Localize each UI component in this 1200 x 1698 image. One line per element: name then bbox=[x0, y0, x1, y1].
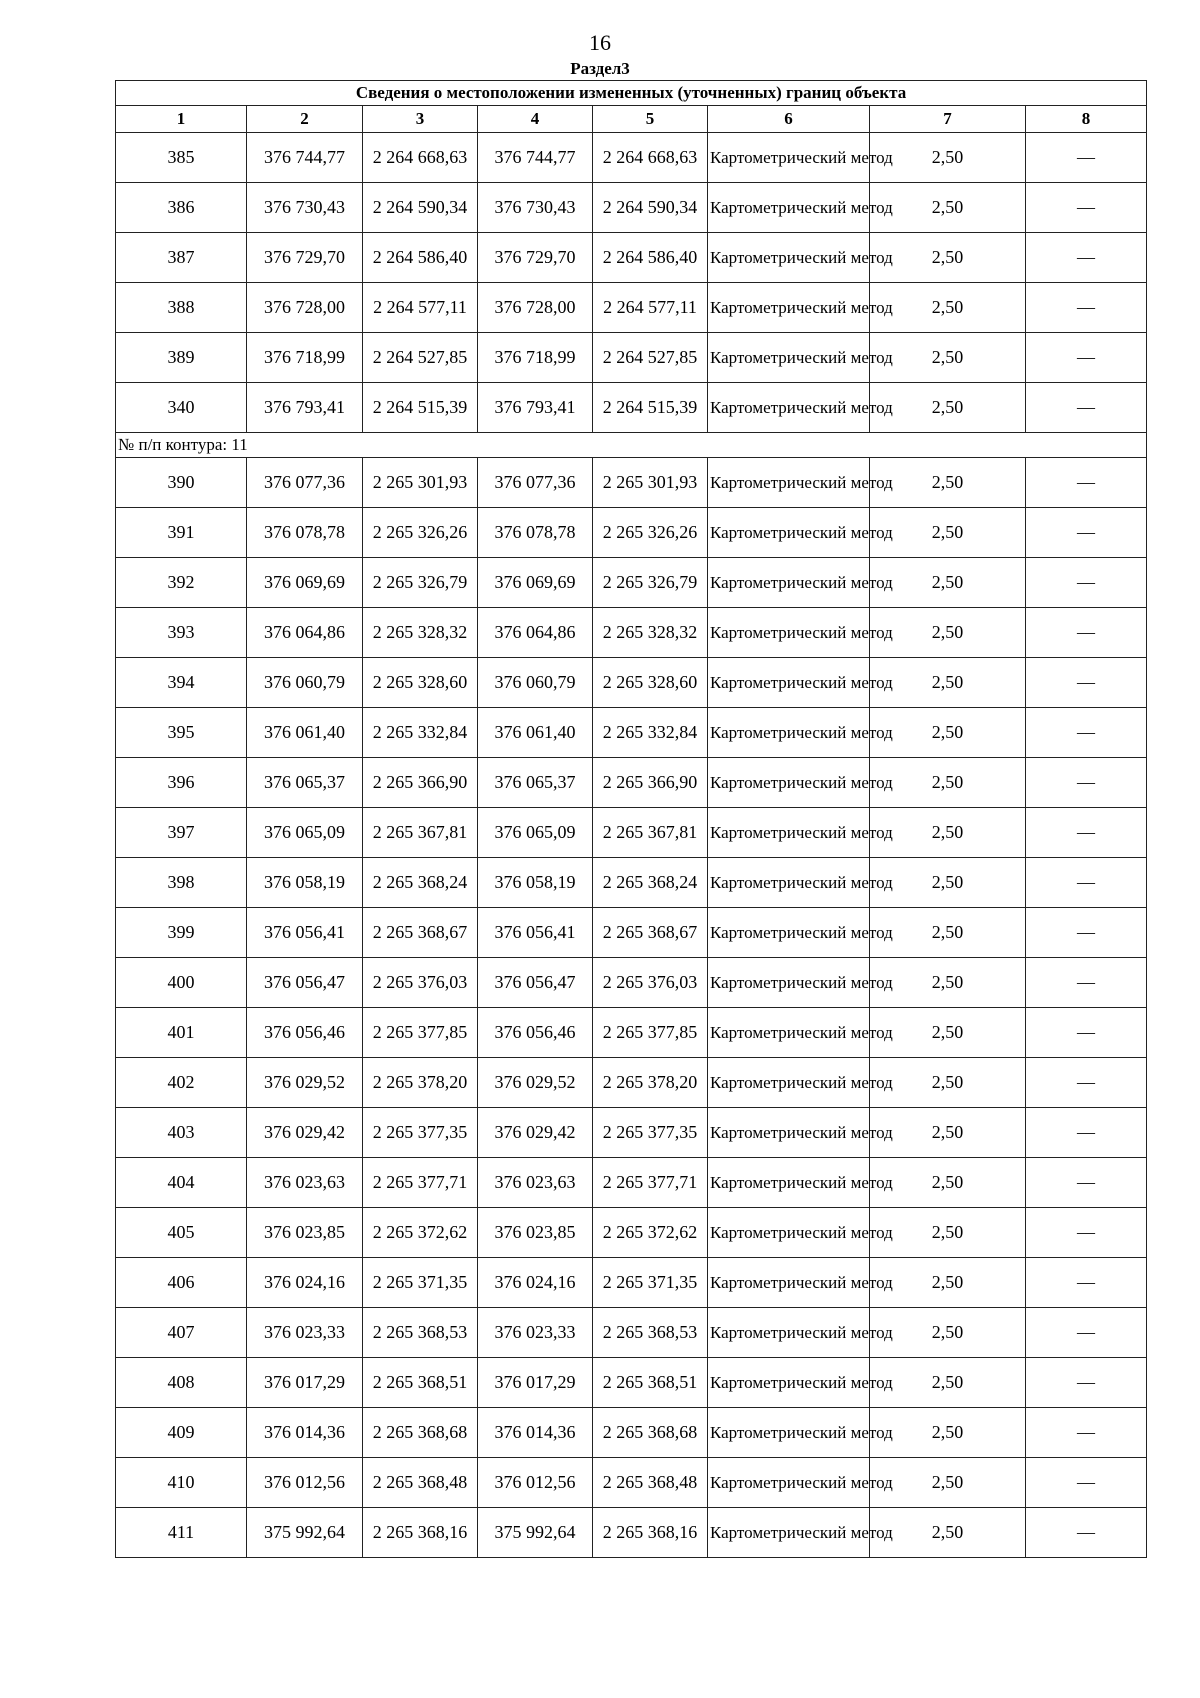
x-new-cell: 376 023,33 bbox=[478, 1308, 593, 1358]
contour-group bbox=[116, 433, 1147, 458]
page-number: 16 bbox=[589, 30, 611, 55]
y-existing-cell: 2 264 590,34 bbox=[363, 183, 478, 233]
column-header: 1 bbox=[116, 106, 247, 133]
description-cell: — bbox=[1026, 1208, 1147, 1258]
y-new-cell: 2 265 368,53 bbox=[593, 1308, 708, 1358]
accuracy-cell: 2,50 bbox=[870, 283, 1026, 333]
accuracy-cell: 2,50 bbox=[870, 608, 1026, 658]
y-existing-cell: 2 265 368,67 bbox=[363, 908, 478, 958]
y-new-cell: 2 265 328,60 bbox=[593, 658, 708, 708]
table-row bbox=[116, 1208, 1147, 1258]
method-cell: Картометрический метод bbox=[708, 1408, 870, 1458]
point-number-cell: 402 bbox=[116, 1058, 247, 1108]
point-number-cell: 390 bbox=[116, 458, 247, 508]
y-existing-cell: 2 265 326,26 bbox=[363, 508, 478, 558]
accuracy-cell: 2,50 bbox=[870, 1258, 1026, 1308]
method-cell: Картометрический метод bbox=[708, 508, 870, 558]
point-number-cell: 411 bbox=[116, 1508, 247, 1558]
y-new-cell: 2 265 368,68 bbox=[593, 1408, 708, 1458]
x-existing-cell: 376 078,78 bbox=[247, 508, 363, 558]
y-new-cell: 2 264 515,39 bbox=[593, 383, 708, 433]
y-existing-cell: 2 265 326,79 bbox=[363, 558, 478, 608]
y-new-cell: 2 265 328,32 bbox=[593, 608, 708, 658]
description-cell: — bbox=[1026, 558, 1147, 608]
x-new-cell: 376 056,47 bbox=[478, 958, 593, 1008]
point-number-cell: 394 bbox=[116, 658, 247, 708]
description-cell: — bbox=[1026, 1058, 1147, 1108]
x-existing-cell: 376 029,52 bbox=[247, 1058, 363, 1108]
x-new-cell: 376 017,29 bbox=[478, 1358, 593, 1408]
column-header: 2 bbox=[247, 106, 363, 133]
accuracy-cell: 2,50 bbox=[870, 333, 1026, 383]
y-existing-cell: 2 264 586,40 bbox=[363, 233, 478, 283]
method-cell: Картометрический метод bbox=[708, 558, 870, 608]
y-existing-cell: 2 265 332,84 bbox=[363, 708, 478, 758]
method-cell: Картометрический метод bbox=[708, 958, 870, 1008]
point-number-cell: 409 bbox=[116, 1408, 247, 1458]
x-existing-cell: 376 023,33 bbox=[247, 1308, 363, 1358]
x-existing-cell: 376 029,42 bbox=[247, 1108, 363, 1158]
method-cell: Картометрический метод bbox=[708, 1308, 870, 1358]
column-header: 8 bbox=[1026, 106, 1147, 133]
description-cell: — bbox=[1026, 1458, 1147, 1508]
method-cell: Картометрический метод bbox=[708, 183, 870, 233]
y-existing-cell: 2 265 377,71 bbox=[363, 1158, 478, 1208]
description-cell: — bbox=[1026, 758, 1147, 808]
description-cell: — bbox=[1026, 183, 1147, 233]
table-caption: Сведения о местоположении измененных (уточненных) границ объекта bbox=[116, 81, 1147, 106]
method-cell: Картометрический метод bbox=[708, 133, 870, 183]
x-existing-cell: 376 056,41 bbox=[247, 908, 363, 958]
x-existing-cell: 376 069,69 bbox=[247, 558, 363, 608]
x-new-cell: 376 012,56 bbox=[478, 1458, 593, 1508]
description-cell: — bbox=[1026, 1308, 1147, 1358]
x-existing-cell: 376 729,70 bbox=[247, 233, 363, 283]
description-cell: — bbox=[1026, 608, 1147, 658]
y-existing-cell: 2 265 368,53 bbox=[363, 1308, 478, 1358]
x-existing-cell: 376 718,99 bbox=[247, 333, 363, 383]
point-number-cell: 386 bbox=[116, 183, 247, 233]
accuracy-cell: 2,50 bbox=[870, 558, 1026, 608]
x-existing-cell: 376 744,77 bbox=[247, 133, 363, 183]
accuracy-cell: 2,50 bbox=[870, 1308, 1026, 1358]
method-cell: Картометрический метод bbox=[708, 1258, 870, 1308]
y-new-cell: 2 265 368,67 bbox=[593, 908, 708, 958]
point-number-cell: 410 bbox=[116, 1458, 247, 1508]
table-row bbox=[116, 233, 1147, 283]
x-existing-cell: 376 061,40 bbox=[247, 708, 363, 758]
x-new-cell: 376 064,86 bbox=[478, 608, 593, 658]
contour-row bbox=[116, 433, 1147, 458]
x-new-cell: 376 065,37 bbox=[478, 758, 593, 808]
y-existing-cell: 2 265 368,68 bbox=[363, 1408, 478, 1458]
y-new-cell: 2 265 332,84 bbox=[593, 708, 708, 758]
accuracy-cell: 2,50 bbox=[870, 183, 1026, 233]
method-cell: Картометрический метод bbox=[708, 608, 870, 658]
y-new-cell: 2 265 326,26 bbox=[593, 508, 708, 558]
x-new-cell: 376 793,41 bbox=[478, 383, 593, 433]
x-existing-cell: 376 730,43 bbox=[247, 183, 363, 233]
description-cell: — bbox=[1026, 1258, 1147, 1308]
table-row bbox=[116, 708, 1147, 758]
table-row bbox=[116, 608, 1147, 658]
y-new-cell: 2 265 368,51 bbox=[593, 1358, 708, 1408]
x-new-cell: 376 744,77 bbox=[478, 133, 593, 183]
y-new-cell: 2 265 326,79 bbox=[593, 558, 708, 608]
description-cell: — bbox=[1026, 508, 1147, 558]
method-cell: Картометрический метод bbox=[708, 1508, 870, 1558]
method-cell: Картометрический метод bbox=[708, 1158, 870, 1208]
x-new-cell: 376 029,42 bbox=[478, 1108, 593, 1158]
x-existing-cell: 376 023,85 bbox=[247, 1208, 363, 1258]
x-new-cell: 376 077,36 bbox=[478, 458, 593, 508]
y-existing-cell: 2 264 527,85 bbox=[363, 333, 478, 383]
table-row bbox=[116, 1258, 1147, 1308]
table-row bbox=[116, 133, 1147, 183]
x-new-cell: 376 024,16 bbox=[478, 1258, 593, 1308]
method-cell: Картометрический метод bbox=[708, 758, 870, 808]
point-number-cell: 398 bbox=[116, 858, 247, 908]
accuracy-cell: 2,50 bbox=[870, 233, 1026, 283]
x-existing-cell: 376 023,63 bbox=[247, 1158, 363, 1208]
table-row bbox=[116, 1058, 1147, 1108]
x-new-cell: 376 029,52 bbox=[478, 1058, 593, 1108]
description-cell: — bbox=[1026, 333, 1147, 383]
table-row bbox=[116, 1108, 1147, 1158]
point-number-cell: 392 bbox=[116, 558, 247, 608]
y-existing-cell: 2 265 366,90 bbox=[363, 758, 478, 808]
x-new-cell: 376 728,00 bbox=[478, 283, 593, 333]
table-row bbox=[116, 283, 1147, 333]
y-existing-cell: 2 265 372,62 bbox=[363, 1208, 478, 1258]
point-number-cell: 393 bbox=[116, 608, 247, 658]
y-new-cell: 2 265 377,85 bbox=[593, 1008, 708, 1058]
x-new-cell: 376 718,99 bbox=[478, 333, 593, 383]
y-new-cell: 2 265 377,35 bbox=[593, 1108, 708, 1158]
y-existing-cell: 2 265 371,35 bbox=[363, 1258, 478, 1308]
table-row bbox=[116, 758, 1147, 808]
table-row bbox=[116, 508, 1147, 558]
accuracy-cell: 2,50 bbox=[870, 133, 1026, 183]
accuracy-cell: 2,50 bbox=[870, 1008, 1026, 1058]
point-number-cell: 395 bbox=[116, 708, 247, 758]
point-number-cell: 399 bbox=[116, 908, 247, 958]
point-number-cell: 387 bbox=[116, 233, 247, 283]
description-cell: — bbox=[1026, 233, 1147, 283]
table-row bbox=[116, 658, 1147, 708]
accuracy-cell: 2,50 bbox=[870, 958, 1026, 1008]
description-cell: — bbox=[1026, 383, 1147, 433]
description-cell: — bbox=[1026, 708, 1147, 758]
point-number-cell: 403 bbox=[116, 1108, 247, 1158]
y-new-cell: 2 265 368,24 bbox=[593, 858, 708, 908]
point-number-cell: 401 bbox=[116, 1008, 247, 1058]
method-cell: Картометрический метод bbox=[708, 333, 870, 383]
point-number-cell: 385 bbox=[116, 133, 247, 183]
table-row bbox=[116, 808, 1147, 858]
point-number-cell: 391 bbox=[116, 508, 247, 558]
description-cell: — bbox=[1026, 958, 1147, 1008]
x-existing-cell: 376 056,47 bbox=[247, 958, 363, 1008]
y-existing-cell: 2 265 368,16 bbox=[363, 1508, 478, 1558]
x-existing-cell: 376 024,16 bbox=[247, 1258, 363, 1308]
table-row bbox=[116, 1458, 1147, 1508]
x-new-cell: 376 060,79 bbox=[478, 658, 593, 708]
table-row bbox=[116, 1308, 1147, 1358]
x-new-cell: 376 730,43 bbox=[478, 183, 593, 233]
x-existing-cell: 376 065,09 bbox=[247, 808, 363, 858]
description-cell: — bbox=[1026, 1358, 1147, 1408]
x-existing-cell: 376 014,36 bbox=[247, 1408, 363, 1458]
description-cell: — bbox=[1026, 658, 1147, 708]
y-new-cell: 2 264 668,63 bbox=[593, 133, 708, 183]
y-existing-cell: 2 265 376,03 bbox=[363, 958, 478, 1008]
accuracy-cell: 2,50 bbox=[870, 1158, 1026, 1208]
y-existing-cell: 2 265 301,93 bbox=[363, 458, 478, 508]
description-cell: — bbox=[1026, 133, 1147, 183]
point-number-cell: 397 bbox=[116, 808, 247, 858]
x-existing-cell: 376 060,79 bbox=[247, 658, 363, 708]
y-existing-cell: 2 265 368,24 bbox=[363, 858, 478, 908]
table-row bbox=[116, 1358, 1147, 1408]
x-new-cell: 376 078,78 bbox=[478, 508, 593, 558]
accuracy-cell: 2,50 bbox=[870, 758, 1026, 808]
y-new-cell: 2 265 368,16 bbox=[593, 1508, 708, 1558]
column-header: 3 bbox=[363, 106, 478, 133]
method-cell: Картометрический метод bbox=[708, 658, 870, 708]
y-new-cell: 2 265 368,48 bbox=[593, 1458, 708, 1508]
method-cell: Картометрический метод bbox=[708, 808, 870, 858]
contour-label: № п/п контура: 11 bbox=[116, 433, 1147, 458]
y-new-cell: 2 264 527,85 bbox=[593, 333, 708, 383]
accuracy-cell: 2,50 bbox=[870, 1508, 1026, 1558]
point-number-cell: 396 bbox=[116, 758, 247, 808]
column-header: 7 bbox=[870, 106, 1026, 133]
y-new-cell: 2 264 590,34 bbox=[593, 183, 708, 233]
table-row bbox=[116, 383, 1147, 433]
y-new-cell: 2 265 301,93 bbox=[593, 458, 708, 508]
x-new-cell: 376 729,70 bbox=[478, 233, 593, 283]
accuracy-cell: 2,50 bbox=[870, 908, 1026, 958]
table-row bbox=[116, 458, 1147, 508]
table-row bbox=[116, 1408, 1147, 1458]
point-number-cell: 408 bbox=[116, 1358, 247, 1408]
table-row bbox=[116, 1508, 1147, 1558]
y-new-cell: 2 265 377,71 bbox=[593, 1158, 708, 1208]
x-existing-cell: 376 017,29 bbox=[247, 1358, 363, 1408]
x-new-cell: 376 023,63 bbox=[478, 1158, 593, 1208]
point-number-cell: 404 bbox=[116, 1158, 247, 1208]
method-cell: Картометрический метод bbox=[708, 908, 870, 958]
column-header-row bbox=[116, 106, 1147, 133]
y-existing-cell: 2 265 328,32 bbox=[363, 608, 478, 658]
accuracy-cell: 2,50 bbox=[870, 858, 1026, 908]
x-existing-cell: 376 058,19 bbox=[247, 858, 363, 908]
x-existing-cell: 376 077,36 bbox=[247, 458, 363, 508]
x-existing-cell: 376 056,46 bbox=[247, 1008, 363, 1058]
x-existing-cell: 376 793,41 bbox=[247, 383, 363, 433]
method-cell: Картометрический метод bbox=[708, 1208, 870, 1258]
method-cell: Картометрический метод bbox=[708, 383, 870, 433]
table-row bbox=[116, 958, 1147, 1008]
x-new-cell: 375 992,64 bbox=[478, 1508, 593, 1558]
accuracy-cell: 2,50 bbox=[870, 1108, 1026, 1158]
accuracy-cell: 2,50 bbox=[870, 508, 1026, 558]
point-number-cell: 405 bbox=[116, 1208, 247, 1258]
x-new-cell: 376 061,40 bbox=[478, 708, 593, 758]
y-existing-cell: 2 264 515,39 bbox=[363, 383, 478, 433]
description-cell: — bbox=[1026, 1508, 1147, 1558]
x-new-cell: 376 065,09 bbox=[478, 808, 593, 858]
rows-group-b bbox=[116, 458, 1147, 1558]
table-row bbox=[116, 1008, 1147, 1058]
point-number-cell: 406 bbox=[116, 1258, 247, 1308]
description-cell: — bbox=[1026, 808, 1147, 858]
point-number-cell: 407 bbox=[116, 1308, 247, 1358]
y-new-cell: 2 265 371,35 bbox=[593, 1258, 708, 1308]
y-existing-cell: 2 265 328,60 bbox=[363, 658, 478, 708]
method-cell: Картометрический метод bbox=[708, 283, 870, 333]
y-existing-cell: 2 265 368,51 bbox=[363, 1358, 478, 1408]
point-number-cell: 388 bbox=[116, 283, 247, 333]
x-new-cell: 376 056,46 bbox=[478, 1008, 593, 1058]
y-new-cell: 2 264 577,11 bbox=[593, 283, 708, 333]
description-cell: — bbox=[1026, 1158, 1147, 1208]
y-new-cell: 2 265 378,20 bbox=[593, 1058, 708, 1108]
column-header: 5 bbox=[593, 106, 708, 133]
method-cell: Картометрический метод bbox=[708, 1358, 870, 1408]
rows-group-a bbox=[116, 133, 1147, 433]
column-header: 4 bbox=[478, 106, 593, 133]
method-cell: Картометрический метод bbox=[708, 1058, 870, 1108]
method-cell: Картометрический метод bbox=[708, 1008, 870, 1058]
y-existing-cell: 2 264 577,11 bbox=[363, 283, 478, 333]
section-title: Раздел3 bbox=[570, 59, 630, 78]
accuracy-cell: 2,50 bbox=[870, 1458, 1026, 1508]
point-number-cell: 340 bbox=[116, 383, 247, 433]
method-cell: Картометрический метод bbox=[708, 1108, 870, 1158]
y-existing-cell: 2 265 368,48 bbox=[363, 1458, 478, 1508]
accuracy-cell: 2,50 bbox=[870, 1358, 1026, 1408]
x-existing-cell: 376 064,86 bbox=[247, 608, 363, 658]
y-new-cell: 2 265 376,03 bbox=[593, 958, 708, 1008]
y-new-cell: 2 264 586,40 bbox=[593, 233, 708, 283]
table-row bbox=[116, 333, 1147, 383]
table-caption-row bbox=[116, 81, 1147, 106]
description-cell: — bbox=[1026, 1108, 1147, 1158]
x-new-cell: 376 014,36 bbox=[478, 1408, 593, 1458]
accuracy-cell: 2,50 bbox=[870, 1058, 1026, 1108]
y-new-cell: 2 265 366,90 bbox=[593, 758, 708, 808]
method-cell: Картометрический метод bbox=[708, 858, 870, 908]
description-cell: — bbox=[1026, 1008, 1147, 1058]
x-new-cell: 376 056,41 bbox=[478, 908, 593, 958]
accuracy-cell: 2,50 bbox=[870, 708, 1026, 758]
description-cell: — bbox=[1026, 1408, 1147, 1458]
method-cell: Картометрический метод bbox=[708, 708, 870, 758]
accuracy-cell: 2,50 bbox=[870, 458, 1026, 508]
point-number-cell: 389 bbox=[116, 333, 247, 383]
x-existing-cell: 375 992,64 bbox=[247, 1508, 363, 1558]
point-number-cell: 400 bbox=[116, 958, 247, 1008]
x-new-cell: 376 023,85 bbox=[478, 1208, 593, 1258]
description-cell: — bbox=[1026, 283, 1147, 333]
table-row bbox=[116, 908, 1147, 958]
column-header: 6 bbox=[708, 106, 870, 133]
y-existing-cell: 2 265 377,35 bbox=[363, 1108, 478, 1158]
y-new-cell: 2 265 367,81 bbox=[593, 808, 708, 858]
boundary-coordinates-table bbox=[115, 80, 1147, 1558]
x-existing-cell: 376 012,56 bbox=[247, 1458, 363, 1508]
y-existing-cell: 2 265 367,81 bbox=[363, 808, 478, 858]
method-cell: Картометрический метод bbox=[708, 233, 870, 283]
y-existing-cell: 2 265 377,85 bbox=[363, 1008, 478, 1058]
y-existing-cell: 2 264 668,63 bbox=[363, 133, 478, 183]
accuracy-cell: 2,50 bbox=[870, 1408, 1026, 1458]
table-row bbox=[116, 1158, 1147, 1208]
accuracy-cell: 2,50 bbox=[870, 808, 1026, 858]
x-new-cell: 376 069,69 bbox=[478, 558, 593, 608]
y-new-cell: 2 265 372,62 bbox=[593, 1208, 708, 1258]
description-cell: — bbox=[1026, 858, 1147, 908]
x-new-cell: 376 058,19 bbox=[478, 858, 593, 908]
table-row bbox=[116, 183, 1147, 233]
method-cell: Картометрический метод bbox=[708, 1458, 870, 1508]
method-cell: Картометрический метод bbox=[708, 458, 870, 508]
description-cell: — bbox=[1026, 908, 1147, 958]
table-row bbox=[116, 858, 1147, 908]
description-cell: — bbox=[1026, 458, 1147, 508]
x-existing-cell: 376 065,37 bbox=[247, 758, 363, 808]
table-row bbox=[116, 558, 1147, 608]
accuracy-cell: 2,50 bbox=[870, 658, 1026, 708]
y-existing-cell: 2 265 378,20 bbox=[363, 1058, 478, 1108]
x-existing-cell: 376 728,00 bbox=[247, 283, 363, 333]
accuracy-cell: 2,50 bbox=[870, 383, 1026, 433]
accuracy-cell: 2,50 bbox=[870, 1208, 1026, 1258]
